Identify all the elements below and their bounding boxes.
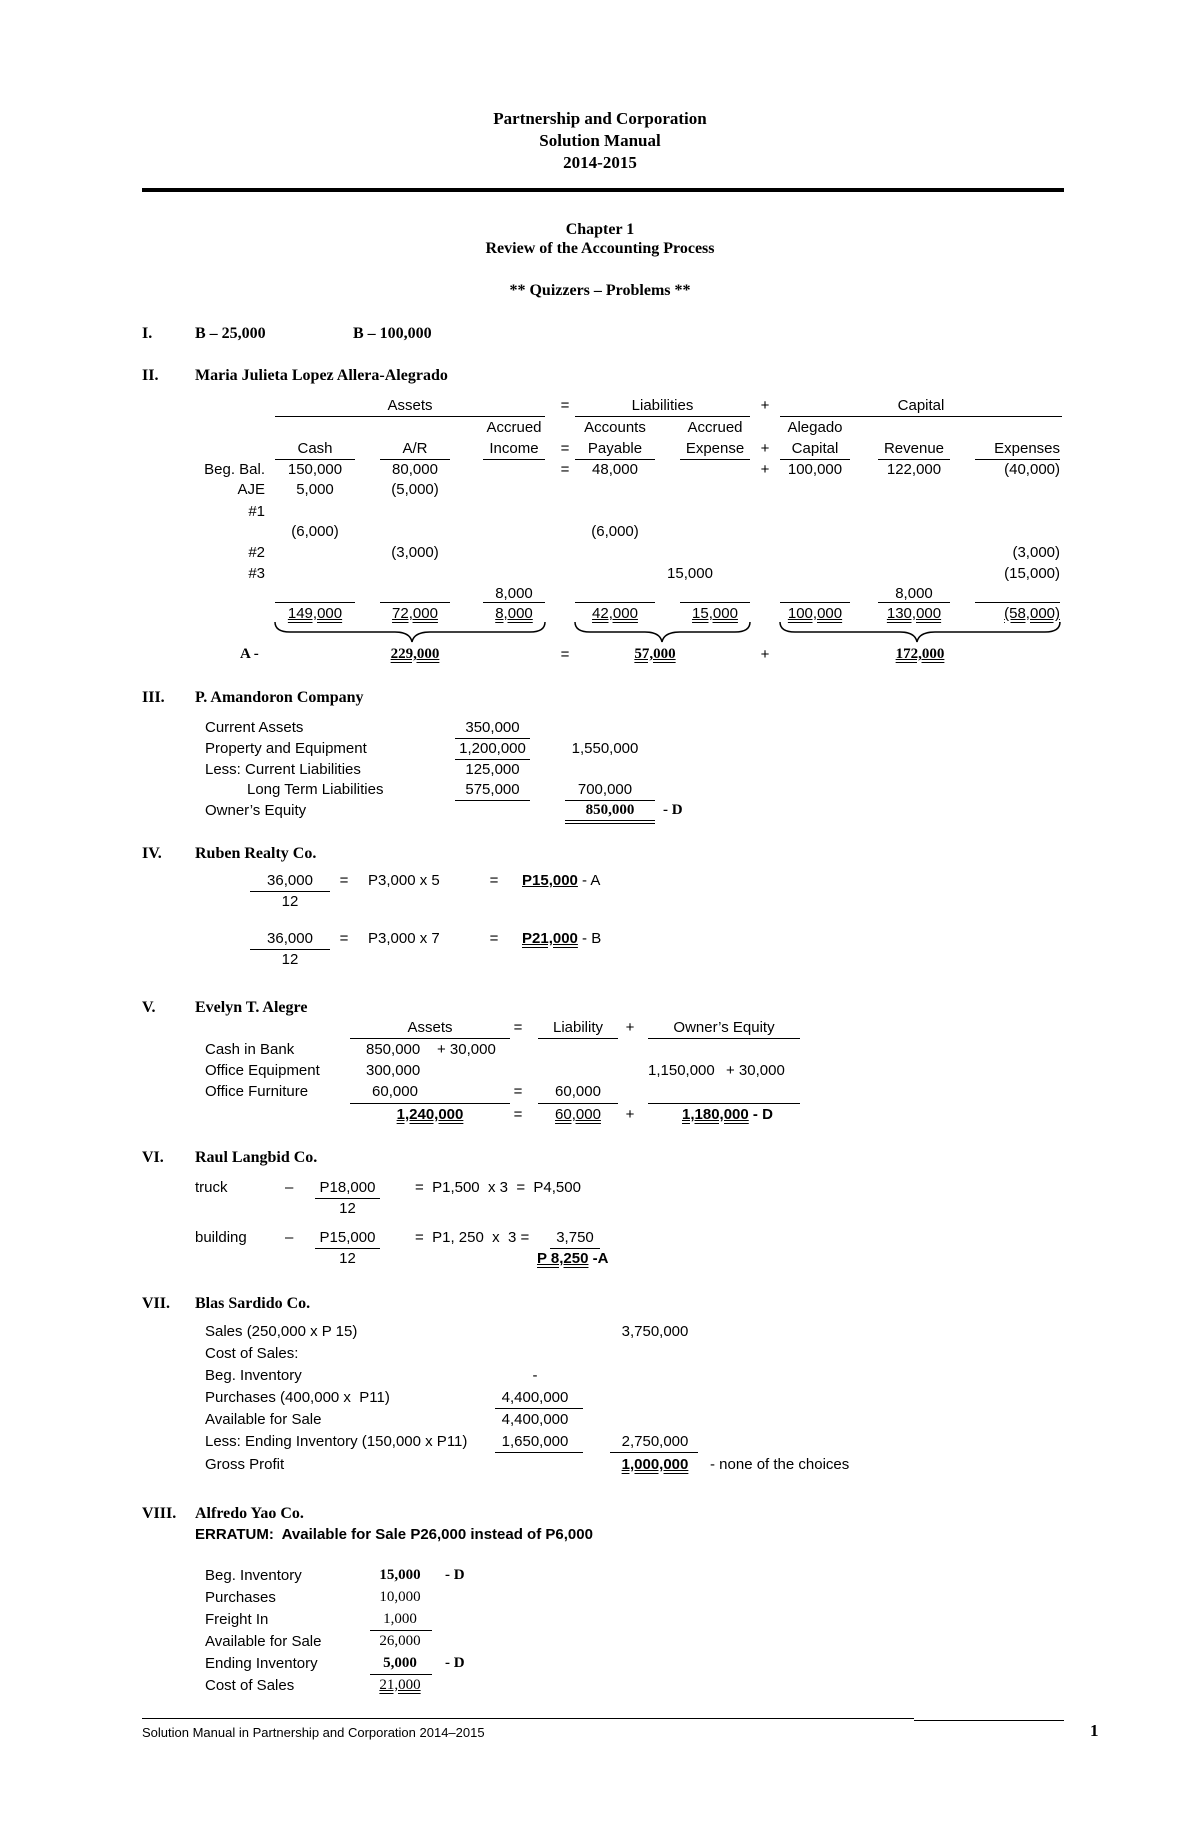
iv-mid-0: P3,000 x 5 xyxy=(368,872,440,889)
vi-truck-num: P18,000 xyxy=(319,1179,376,1196)
vii-rule-5b xyxy=(610,1452,698,1453)
iv-num-0: 36,000 xyxy=(267,872,313,889)
v-total-oe-line xyxy=(682,1107,773,1122)
vi-building-label: building xyxy=(195,1229,247,1246)
v-label-1: Office Equipment xyxy=(205,1062,320,1079)
iii-v2-4: 850,000 xyxy=(585,802,635,818)
vii-v1-5: 1,650,000 xyxy=(501,1433,569,1450)
ai-col-rule xyxy=(483,459,545,460)
v-total-assets: 1,240,000 xyxy=(396,1106,464,1123)
iv-ans-1: - B xyxy=(577,930,602,947)
vi-total: P 8,250 xyxy=(537,1250,589,1267)
vii-rule-5a xyxy=(495,1452,583,1453)
vi-truck-dash: – xyxy=(285,1179,294,1196)
assets-head-rule xyxy=(275,416,545,417)
section-iv-title: Ruben Realty Co. xyxy=(195,845,317,862)
iv-mid-1: P3,000 x 7 xyxy=(368,930,440,947)
total-ap: 42,000 xyxy=(592,605,638,622)
col-accrued-income-2: Income xyxy=(489,440,539,457)
iv-den-0: 12 xyxy=(281,893,299,910)
beg-cap: 100,000 xyxy=(787,461,843,478)
vii-label-4: Available for Sale xyxy=(205,1411,322,1428)
col-cap-1: Alegado xyxy=(787,419,843,436)
iii-v1-3: 575,000 xyxy=(465,781,520,798)
viii-label-0: Beg. Inventory xyxy=(205,1567,302,1584)
iv-num-1: 36,000 xyxy=(267,930,313,947)
section-viii-title: Alfredo Yao Co. xyxy=(195,1505,304,1522)
v-liability-total-rule xyxy=(538,1103,618,1104)
iii-rule-1 xyxy=(455,759,530,760)
doc-title: Partnership and Corporation xyxy=(493,109,707,128)
section-i-number: I. xyxy=(142,325,153,342)
iii-v2-1: 1,550,000 xyxy=(571,740,639,757)
total-exp: (58,000) xyxy=(1004,605,1060,622)
iii-v2-3: 700,000 xyxy=(577,781,633,798)
v-oe-adj-1: + 30,000 xyxy=(726,1062,785,1079)
v-label-2: Office Furniture xyxy=(205,1083,309,1100)
row-label-aje: AJE xyxy=(237,481,265,498)
v-head-assets-rule xyxy=(350,1038,510,1039)
vii-label-3: Purchases (400,000 x P11) xyxy=(205,1389,390,1406)
n1-ar: (6,000) xyxy=(291,523,339,540)
vii-rule-3 xyxy=(495,1408,583,1409)
iii-answer: - D xyxy=(663,802,683,818)
summary-liabilities: 57,000 xyxy=(634,646,676,662)
viii-label-4: Ending Inventory xyxy=(205,1655,318,1672)
chapter-number: Chapter 1 xyxy=(565,221,635,238)
vi-building-calc: = P1, 250 x 3 = xyxy=(415,1229,530,1246)
section-iii-number: III. xyxy=(142,689,165,706)
v-eq-2: = xyxy=(513,1083,523,1100)
vi-building-frac-rule xyxy=(315,1248,380,1249)
liabilities-head-rule xyxy=(575,416,750,417)
exp-col-rule xyxy=(975,459,1060,460)
section-vii-title: Blas Sardido Co. xyxy=(195,1295,311,1312)
v-head-eq: = xyxy=(513,1019,523,1036)
rev-col-rule xyxy=(878,459,950,460)
viii-label-5: Cost of Sales xyxy=(205,1677,295,1694)
vii-v1-3: 4,400,000 xyxy=(501,1389,569,1406)
total-cash: 149,000 xyxy=(287,605,343,622)
v-head-plus: + xyxy=(625,1019,635,1036)
vii-label-6: Gross Profit xyxy=(205,1456,285,1473)
vi-building-num: P15,000 xyxy=(319,1229,376,1246)
v-oe-1: 1,150,000 xyxy=(648,1062,715,1079)
iii-label-2: Less: Current Liabilities xyxy=(205,761,361,778)
cash-total-rule xyxy=(275,602,355,603)
v-label-0: Cash in Bank xyxy=(205,1041,295,1058)
n3-ae: 15,000 xyxy=(667,565,713,582)
iii-rule-3b xyxy=(565,800,655,801)
iv-eq-1a: = xyxy=(339,930,349,947)
vi-building-dash: – xyxy=(285,1229,294,1246)
section-viii-number: VIII. xyxy=(142,1505,177,1522)
iii-label-1: Property and Equipment xyxy=(205,740,367,757)
v-head-liability: Liability xyxy=(552,1019,604,1036)
v-oe-total-rule xyxy=(648,1103,800,1104)
doc-subtitle: Solution Manual xyxy=(539,131,661,150)
cash-col-rule xyxy=(275,459,355,460)
eq-liabilities-head: Liabilities xyxy=(631,397,694,414)
iv-result-1: P21,000 xyxy=(522,930,578,947)
n2-exp: (3,000) xyxy=(1012,544,1060,561)
ap-total-rule xyxy=(575,602,655,603)
section-v-title: Evelyn T. Alegre xyxy=(195,999,308,1016)
section-iv-number: IV. xyxy=(142,845,162,862)
v-total-ans: - D xyxy=(748,1106,773,1123)
summary-plus: + xyxy=(760,646,770,663)
v-head-assets: Assets xyxy=(407,1019,453,1036)
n2-ar: (3,000) xyxy=(391,544,439,561)
iii-label-3: Long Term Liabilities xyxy=(247,781,384,798)
vii-v2-0: 3,750,000 xyxy=(621,1323,689,1340)
vii-v1-4: 4,400,000 xyxy=(501,1411,569,1428)
iii-rule-3 xyxy=(455,800,530,801)
viii-erratum: ERRATUM: Available for Sale P26,000 instead of P6,000 xyxy=(195,1526,593,1543)
summary-equals: = xyxy=(560,646,570,663)
header-rule xyxy=(142,188,1064,192)
vii-answer: - none of the choices xyxy=(710,1456,850,1473)
ap-col-rule xyxy=(575,459,655,460)
v-assets-0: 850,000 xyxy=(366,1041,421,1058)
iii-double-rule xyxy=(565,820,655,824)
col-ar: A/R xyxy=(402,440,428,457)
ae-total-rule xyxy=(680,602,750,603)
iii-v1-0: 350,000 xyxy=(465,719,520,736)
quizzers-banner: ** Quizzers – Problems ** xyxy=(509,282,691,299)
iv-line-1 xyxy=(522,931,601,946)
col-revenue: Revenue xyxy=(883,440,945,457)
iii-label-0: Current Assets xyxy=(205,719,304,736)
beg-cash: 150,000 xyxy=(287,461,343,478)
vii-label-1: Cost of Sales: xyxy=(205,1345,299,1362)
section-iii-title: P. Amandoron Company xyxy=(195,689,364,706)
viii-label-2: Freight In xyxy=(205,1611,269,1628)
vii-label-0: Sales (250,000 x P 15) xyxy=(205,1323,358,1340)
col-ap-1: Accounts xyxy=(584,419,646,436)
total-ae: 15,000 xyxy=(692,605,738,622)
viii-label-1: Purchases xyxy=(205,1589,276,1606)
chapter-title: Review of the Accounting Process xyxy=(485,240,715,257)
section-i-answer-b: B – 100,000 xyxy=(353,325,432,342)
iv-result-0: P15,000 xyxy=(522,872,578,889)
v-total-liability: 60,000 xyxy=(555,1106,601,1123)
row-label-n2: #2 xyxy=(248,544,265,561)
viii-v-0: 15,000 xyxy=(379,1567,421,1583)
summary-capital: 172,000 xyxy=(895,646,945,662)
col-cash: Cash xyxy=(297,440,333,457)
section-i-answer-a: B – 25,000 xyxy=(195,325,266,342)
vi-building-res: 3,750 xyxy=(556,1229,594,1246)
col-ae-2: Expense xyxy=(685,440,745,457)
iv-frac-rule-1 xyxy=(250,949,330,950)
row-label-beg: Beg. Bal. xyxy=(204,461,265,478)
iv-eq-0b: = xyxy=(489,872,499,889)
beg-exp: (40,000) xyxy=(1004,461,1060,478)
vii-label-5: Less: Ending Inventory (150,000 x P11) xyxy=(205,1433,468,1450)
beg-equals: = xyxy=(560,461,570,478)
v-head-oe-rule xyxy=(648,1038,800,1039)
vii-v1-2: - xyxy=(532,1367,538,1384)
v-assets-2: 60,000 xyxy=(372,1083,418,1100)
v-assets-total-rule xyxy=(350,1103,510,1104)
beg-plus: + xyxy=(760,461,770,478)
viii-v-4: 5,000 xyxy=(383,1655,417,1671)
col-ap-2: Payable xyxy=(587,440,643,457)
viii-ans-0: - D xyxy=(445,1567,465,1583)
footer-rule xyxy=(142,1718,914,1719)
v-assets-1: 300,000 xyxy=(366,1062,421,1079)
viii-v-2: 1,000 xyxy=(383,1611,417,1627)
v-total-plus: + xyxy=(625,1106,635,1123)
ar-col-rule xyxy=(380,459,450,460)
eq-plus-head: + xyxy=(760,397,770,414)
total-rev: 130,000 xyxy=(886,605,942,622)
viii-v-1: 10,000 xyxy=(379,1589,421,1605)
summary-assets: 229,000 xyxy=(390,646,440,662)
total-ai: 8,000 xyxy=(495,605,533,622)
eq-equals-head: = xyxy=(560,397,570,414)
summary-label: A - xyxy=(240,646,259,662)
col-accrued-income-1: Accrued xyxy=(486,419,542,436)
vi-building-den: 12 xyxy=(339,1250,356,1267)
col-cap-2: Capital xyxy=(791,440,839,457)
row-label-n1: #1 xyxy=(248,503,265,520)
footer-text: Solution Manual in Partnership and Corporation 2014–2015 xyxy=(142,1725,485,1740)
vi-ans: -A xyxy=(588,1250,609,1267)
vi-truck-frac-rule xyxy=(315,1198,380,1199)
total-ar: 72,000 xyxy=(392,605,438,622)
total-cap: 100,000 xyxy=(787,605,843,622)
beg-ar: 80,000 xyxy=(392,461,438,478)
grouping-braces xyxy=(0,620,1200,680)
viii-v-5: 21,000 xyxy=(379,1677,421,1693)
eq-assets-head: Assets xyxy=(387,397,433,414)
cap-total-rule xyxy=(780,602,850,603)
footer-rule-right xyxy=(914,1720,1064,1721)
cap-col-rule xyxy=(780,459,850,460)
n1-ap: (6,000) xyxy=(591,523,639,540)
viii-ans-4: - D xyxy=(445,1655,465,1671)
viii-label-3: Available for Sale xyxy=(205,1633,322,1650)
section-ii-title: Maria Julieta Lopez Allera-Alegrado xyxy=(195,367,448,384)
vii-label-2: Beg. Inventory xyxy=(205,1367,302,1384)
col-plus: + xyxy=(760,440,770,457)
viii-rule-4 xyxy=(370,1674,432,1675)
aje-cash: 5,000 xyxy=(296,481,334,498)
col-ae-1: Accrued xyxy=(687,419,743,436)
v-total-eq: = xyxy=(513,1106,523,1123)
vi-building-res-rule xyxy=(550,1248,600,1249)
viii-rule-2 xyxy=(370,1630,432,1631)
iv-den-1: 12 xyxy=(281,951,299,968)
ai-total-rule xyxy=(483,602,545,603)
vi-total-line xyxy=(537,1251,608,1266)
iv-eq-1b: = xyxy=(489,930,499,947)
section-vi-title: Raul Langbid Co. xyxy=(195,1149,318,1166)
col-equals: = xyxy=(560,440,570,457)
n3-exp: (15,000) xyxy=(1004,565,1060,582)
beg-ap: 48,000 xyxy=(592,461,638,478)
v-head-oe: Owner’s Equity xyxy=(673,1019,775,1036)
iv-ans-0: - A xyxy=(577,872,601,889)
v-adj-0: + 30,000 xyxy=(437,1041,496,1058)
vi-truck-label: truck xyxy=(195,1179,228,1196)
ae-col-rule xyxy=(680,459,750,460)
vi-truck-den: 12 xyxy=(339,1200,356,1217)
ar-total-rule xyxy=(380,602,450,603)
aje-ar: (5,000) xyxy=(391,481,439,498)
extra-ai: 8,000 xyxy=(495,585,533,602)
section-vii-number: VII. xyxy=(142,1295,171,1312)
iii-v1-1: 1,200,000 xyxy=(459,740,526,757)
iv-line-0 xyxy=(522,873,600,888)
vi-truck-calc: = P1,500 x 3 = P4,500 xyxy=(415,1179,581,1196)
v-head-liability-rule xyxy=(538,1038,618,1039)
section-ii-number: II. xyxy=(142,367,159,384)
v-liability-2: 60,000 xyxy=(555,1083,601,1100)
vii-v2-6: 1,000,000 xyxy=(621,1456,689,1473)
rev-total-rule xyxy=(878,602,950,603)
iii-label-4: Owner’s Equity xyxy=(205,802,307,819)
doc-year: 2014-2015 xyxy=(563,153,637,172)
section-v-number: V. xyxy=(142,999,156,1016)
col-expenses: Expenses xyxy=(994,440,1060,457)
capital-head-rule xyxy=(780,416,1062,417)
v-total-oe: 1,180,000 xyxy=(682,1106,749,1123)
iii-rule-0 xyxy=(455,738,530,739)
iii-v1-2: 125,000 xyxy=(465,761,520,778)
exp-total-rule xyxy=(975,602,1060,603)
eq-capital-head: Capital xyxy=(897,397,945,414)
viii-v-3: 26,000 xyxy=(379,1633,421,1649)
iv-eq-0a: = xyxy=(339,872,349,889)
row-label-n3: #3 xyxy=(248,565,265,582)
iv-frac-rule-0 xyxy=(250,891,330,892)
vii-v2-5: 2,750,000 xyxy=(621,1433,689,1450)
extra-rev: 8,000 xyxy=(895,585,933,602)
section-vi-number: VI. xyxy=(142,1149,164,1166)
beg-rev: 122,000 xyxy=(886,461,942,478)
page-number: 1 xyxy=(1090,1721,1099,1740)
